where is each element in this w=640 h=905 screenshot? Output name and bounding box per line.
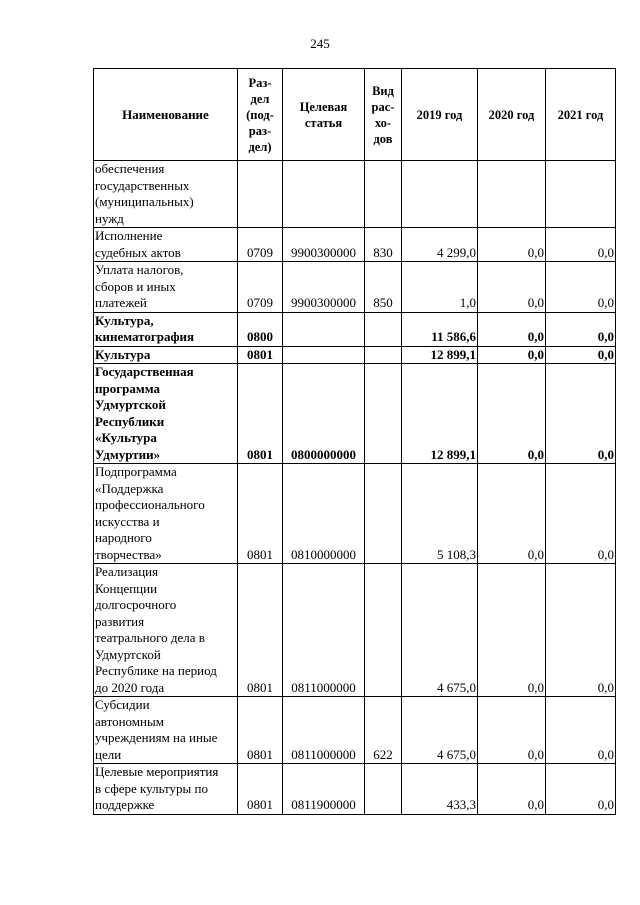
row-2020-cell: 0,0 (478, 564, 546, 697)
row-2019-cell: 4 675,0 (402, 697, 478, 764)
header-2020: 2020 год (478, 69, 546, 161)
row-expense-type-cell (365, 346, 402, 364)
row-section-cell: 0801 (238, 564, 283, 697)
row-section-cell: 0801 (238, 764, 283, 815)
row-2019-cell: 5 108,3 (402, 464, 478, 564)
row-section-cell: 0709 (238, 228, 283, 262)
row-2019-cell: 4 675,0 (402, 564, 478, 697)
row-2020-cell: 0,0 (478, 697, 546, 764)
row-section-cell: 0800 (238, 312, 283, 346)
row-name-cell: Уплата налогов, сборов и иных платежей (94, 262, 238, 313)
row-name-cell: обеспечения государственных (муниципальных) нужд (94, 161, 238, 228)
row-target-cell (283, 161, 365, 228)
header-section: Раз- дел (под- раз- дел) (238, 69, 283, 161)
row-expense-type-cell (365, 364, 402, 464)
header-2021: 2021 год (546, 69, 616, 161)
row-name-cell: Целевые мероприятия в сфере культуры по поддержке (94, 764, 238, 815)
table-row (94, 464, 616, 564)
row-2020-cell: 0,0 (478, 346, 546, 364)
row-2019-cell: 12 899,1 (402, 364, 478, 464)
row-2021-cell: 0,0 (546, 312, 616, 346)
table-header-row (94, 69, 616, 161)
row-expense-type-cell: 622 (365, 697, 402, 764)
row-2019-cell: 12 899,1 (402, 346, 478, 364)
row-section-cell (238, 161, 283, 228)
row-name-cell: Исполнение судебных актов (94, 228, 238, 262)
row-expense-type-cell: 830 (365, 228, 402, 262)
header-name: Наименование (94, 69, 238, 161)
row-target-cell: 9900300000 (283, 228, 365, 262)
row-2020-cell: 0,0 (478, 262, 546, 313)
table-row (94, 346, 616, 364)
row-section-cell: 0801 (238, 464, 283, 564)
row-2021-cell: 0,0 (546, 364, 616, 464)
table-row (94, 764, 616, 815)
row-2021-cell: 0,0 (546, 464, 616, 564)
row-name-cell: Реализация Концепции долгосрочного развития театрального дела в Удмуртской Республике на период до 2020 года (94, 564, 238, 697)
row-section-cell: 0709 (238, 262, 283, 313)
row-name-cell: Культура, кинематография (94, 312, 238, 346)
budget-table (93, 68, 616, 815)
row-section-cell: 0801 (238, 697, 283, 764)
table-row (94, 564, 616, 697)
row-target-cell: 0800000000 (283, 364, 365, 464)
page-number: 245 (310, 36, 330, 51)
row-expense-type-cell (365, 564, 402, 697)
table-row (94, 697, 616, 764)
row-2021-cell: 0,0 (546, 764, 616, 815)
row-expense-type-cell: 850 (365, 262, 402, 313)
row-expense-type-cell (365, 764, 402, 815)
row-2019-cell: 433,3 (402, 764, 478, 815)
row-2020-cell: 0,0 (478, 228, 546, 262)
row-name-cell: Культура (94, 346, 238, 364)
table-row (94, 364, 616, 464)
table-row (94, 161, 616, 228)
row-2021-cell: 0,0 (546, 564, 616, 697)
row-2019-cell: 11 586,6 (402, 312, 478, 346)
row-expense-type-cell (365, 312, 402, 346)
row-expense-type-cell (365, 161, 402, 228)
row-2021-cell: 0,0 (546, 346, 616, 364)
row-name-cell: Субсидии автономным учреждениям на иные цели (94, 697, 238, 764)
row-2020-cell: 0,0 (478, 464, 546, 564)
row-target-cell (283, 346, 365, 364)
row-2020-cell: 0,0 (478, 764, 546, 815)
row-2021-cell (546, 161, 616, 228)
table-row (94, 312, 616, 346)
row-target-cell (283, 312, 365, 346)
row-2021-cell: 0,0 (546, 262, 616, 313)
row-2019-cell: 4 299,0 (402, 228, 478, 262)
row-2019-cell: 1,0 (402, 262, 478, 313)
row-section-cell: 0801 (238, 364, 283, 464)
row-2021-cell: 0,0 (546, 697, 616, 764)
table-row (94, 262, 616, 313)
row-2019-cell (402, 161, 478, 228)
row-target-cell: 9900300000 (283, 262, 365, 313)
row-2020-cell: 0,0 (478, 312, 546, 346)
row-section-cell: 0801 (238, 346, 283, 364)
row-2020-cell: 0,0 (478, 364, 546, 464)
row-expense-type-cell (365, 464, 402, 564)
header-expense-type: Вид рас- хо- дов (365, 69, 402, 161)
row-target-cell: 0810000000 (283, 464, 365, 564)
row-2021-cell: 0,0 (546, 228, 616, 262)
row-target-cell: 0811000000 (283, 697, 365, 764)
table-row (94, 228, 616, 262)
row-target-cell: 0811000000 (283, 564, 365, 697)
row-2020-cell (478, 161, 546, 228)
row-name-cell: Подпрограмма «Поддержка профессионального искусства и народного творчества» (94, 464, 238, 564)
row-target-cell: 0811900000 (283, 764, 365, 815)
header-target: Целевая статья (283, 69, 365, 161)
row-name-cell: Государственная программа Удмуртской Республики «Культура Удмуртии» (94, 364, 238, 464)
header-2019: 2019 год (402, 69, 478, 161)
